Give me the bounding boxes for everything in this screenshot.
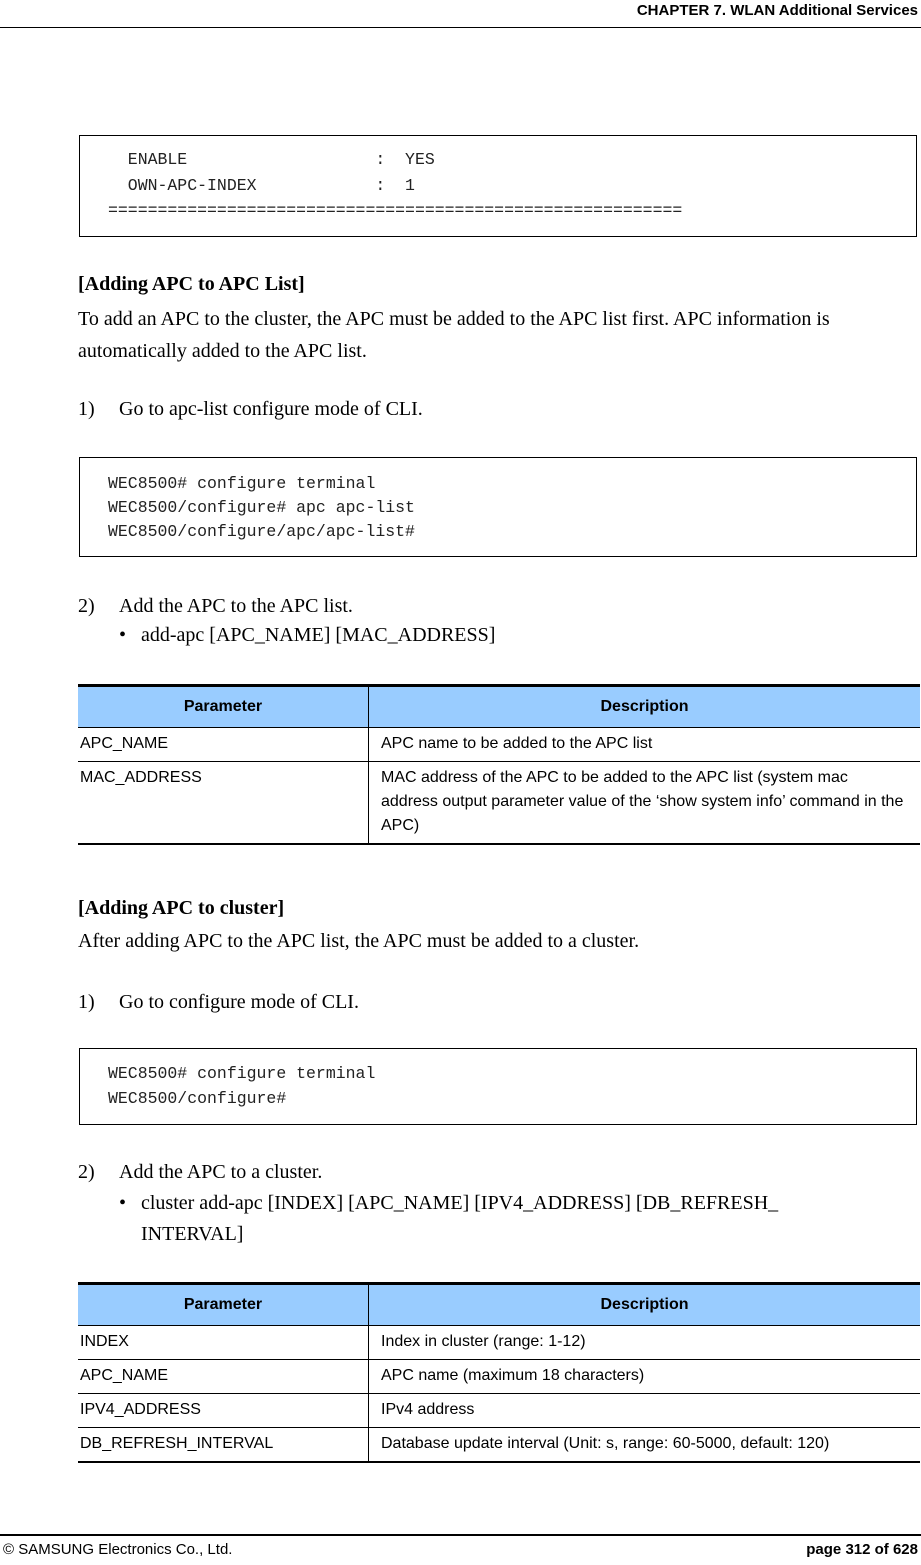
- step-number: 2): [78, 595, 95, 617]
- column-header-description: Description: [369, 1284, 921, 1326]
- section-paragraph: After adding APC to the APC list, the APC must be added to a cluster.: [78, 930, 640, 952]
- bullet-symbol: •: [119, 1192, 127, 1214]
- table-row: [78, 762, 920, 845]
- step-text: Add the APC to a cluster.: [119, 1161, 323, 1183]
- table-row: [78, 1394, 920, 1428]
- command-syntax: add-apc [APC_NAME] [MAC_ADDRESS]: [141, 624, 496, 646]
- desc-cell: IPv4 address: [369, 1394, 921, 1428]
- desc-cell: Index in cluster (range: 1-12): [369, 1326, 921, 1360]
- parameter-table-cluster-add-apc: [78, 1282, 920, 1463]
- step-number: 2): [78, 1161, 95, 1183]
- desc-cell: APC name (maximum 18 characters): [369, 1360, 921, 1394]
- step-number: 1): [78, 991, 95, 1013]
- code-block-status: [79, 135, 917, 237]
- copyright: © SAMSUNG Electronics Co., Ltd.: [3, 1541, 233, 1558]
- table-row: [78, 1360, 920, 1394]
- code-line: WEC8500/configure/apc/apc-list#: [108, 522, 415, 541]
- step-item: [78, 991, 359, 1014]
- code-line: OWN-APC-INDEX : 1: [108, 176, 415, 195]
- step-text: Go to apc-list configure mode of CLI.: [119, 398, 423, 420]
- table-row: [78, 1326, 920, 1360]
- step-number: 1): [78, 398, 95, 420]
- footer-divider: [0, 1534, 921, 1536]
- desc-cell: Database update interval (Unit: s, range: 60-5000, default: 120): [369, 1428, 921, 1463]
- param-cell: INDEX: [78, 1326, 369, 1360]
- param-cell: IPV4_ADDRESS: [78, 1394, 369, 1428]
- section-paragraph: To add an APC to the cluster, the APC must be added to the APC list first. APC information is automatically added to the APC list.: [78, 308, 830, 362]
- code-line: WEC8500/configure#: [108, 1089, 287, 1108]
- code-line: WEC8500/configure# apc apc-list: [108, 498, 415, 517]
- column-header-description: Description: [369, 686, 921, 728]
- step-text: Add the APC to the APC list.: [119, 595, 353, 617]
- desc-cell: APC name to be added to the APC list: [369, 728, 921, 762]
- code-line: ==========================================================: [108, 201, 683, 220]
- step-item: [78, 595, 353, 618]
- column-header-parameter: Parameter: [78, 1284, 369, 1326]
- command-bullet: [119, 620, 881, 651]
- param-cell: APC_NAME: [78, 1360, 369, 1394]
- param-cell: APC_NAME: [78, 728, 369, 762]
- command-syntax: cluster add-apc [INDEX] [APC_NAME] [IPV4_ADDRESS] [DB_REFRESH_ INTERVAL]: [141, 1192, 779, 1245]
- page-number: page 312 of 628: [806, 1541, 918, 1558]
- code-line: WEC8500# configure terminal: [108, 1064, 376, 1083]
- param-cell: DB_REFRESH_INTERVAL: [78, 1428, 369, 1463]
- code-block-apc-list-mode: [79, 457, 917, 557]
- table-row: [78, 1428, 920, 1463]
- chapter-title: CHAPTER 7. WLAN Additional Services: [636, 2, 918, 19]
- code-line: ENABLE : YES: [108, 150, 435, 169]
- param-cell: MAC_ADDRESS: [78, 762, 369, 845]
- table-row: [78, 728, 920, 762]
- header-divider: [0, 27, 921, 28]
- command-bullet: [119, 1188, 881, 1250]
- section-heading-apc-list: [Adding APC to APC List]: [78, 273, 305, 295]
- section-heading-cluster: [Adding APC to cluster]: [78, 897, 285, 919]
- step-item: [78, 398, 423, 421]
- step-text: Go to configure mode of CLI.: [119, 991, 359, 1013]
- desc-cell: MAC address of the APC to be added to the APC list (system mac address output parameter value of the ‘show system info’ command in the APC): [369, 762, 921, 845]
- bullet-symbol: •: [119, 624, 127, 646]
- parameter-table-add-apc: [78, 684, 920, 845]
- column-header-parameter: Parameter: [78, 686, 369, 728]
- step-item: [78, 1161, 322, 1184]
- code-block-configure-mode: [79, 1048, 917, 1125]
- code-line: WEC8500# configure terminal: [108, 474, 376, 493]
